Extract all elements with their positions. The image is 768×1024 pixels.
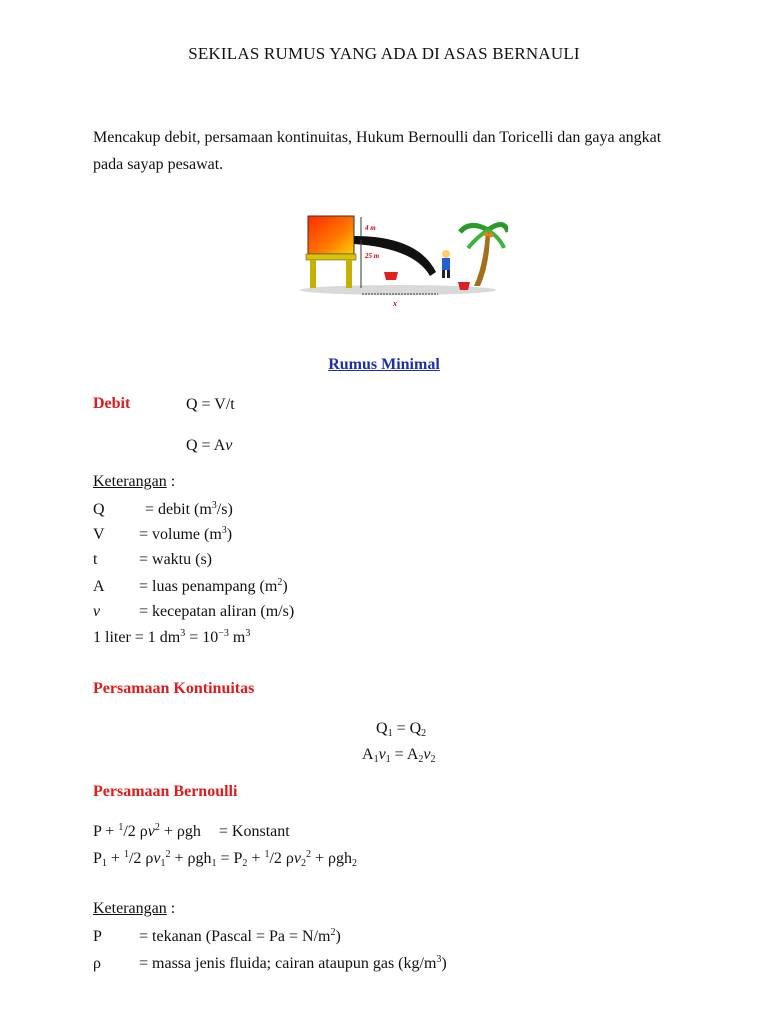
keterangan-heading-2: Keterangan : xyxy=(93,900,176,917)
formula-debit-2: Q = Av xyxy=(186,437,233,454)
torricelli-illustration xyxy=(298,214,508,315)
keterangan-heading-1: Keterangan : xyxy=(93,473,176,490)
keterangan-row: v = kecepatan aliran (m/s) xyxy=(93,603,295,620)
dimension-label-4m: 4 m xyxy=(365,224,376,232)
liter-conversion: 1 liter = 1 $dm^3 = 10^{-3}$ $m^3$ xyxy=(93,628,251,646)
keterangan-row: A = luas penampang $(m^2)$ xyxy=(93,577,288,595)
formula-kontinuitas-1: $Q_1 = Q_2$ xyxy=(376,720,427,739)
formula-bernoulli-2: $P_1 + ^1/2$ $\rho v_1^2 + \rho gh_1 = P_2 + ^1/2$ $\rho v_2^2 + \rho gh_2$ xyxy=(93,849,358,869)
heading-debit: Debit xyxy=(93,395,131,412)
tank-jet-diagram xyxy=(298,214,508,310)
dimension-label-x: x xyxy=(393,299,397,308)
formula-debit-1: Q = V/t xyxy=(186,396,235,413)
keterangan-row: t = waktu (s) xyxy=(93,551,213,568)
keterangan-row: V = volume $(m^3)$ xyxy=(93,525,233,543)
keterangan-row: P = tekanan (Pascal = $Pa = N/m^2$) xyxy=(93,927,341,945)
dimension-label-25m: 25 m xyxy=(365,252,380,260)
intro-paragraph: Mencakup debit, persamaan kontinuitas, Hukum Bernoulli dan Toricelli dan gaya angkat pada sayap pesawat. xyxy=(93,129,662,173)
heading-bernoulli: Persamaan Bernoulli xyxy=(93,783,238,800)
keterangan-row: ρ = massa jenis fluida; cairan ataupun gas $(kg/m^3)$ xyxy=(93,954,447,972)
keterangan-row: Q = debit $(m^3/s)$ xyxy=(93,500,233,518)
section-rumus-minimal: Rumus Minimal xyxy=(328,356,440,373)
formula-bernoulli-1: P + $^1$/2 $\rho v^2 + \rho gh$ = Konstant xyxy=(93,822,290,840)
heading-kontinuitas: Persamaan Kontinuitas xyxy=(93,680,255,697)
document-title: SEKILAS RUMUS YANG ADA DI ASAS BERNAULI xyxy=(188,44,580,63)
formula-kontinuitas-2: $A_1v_1 = A_2v_2$ xyxy=(362,746,436,765)
